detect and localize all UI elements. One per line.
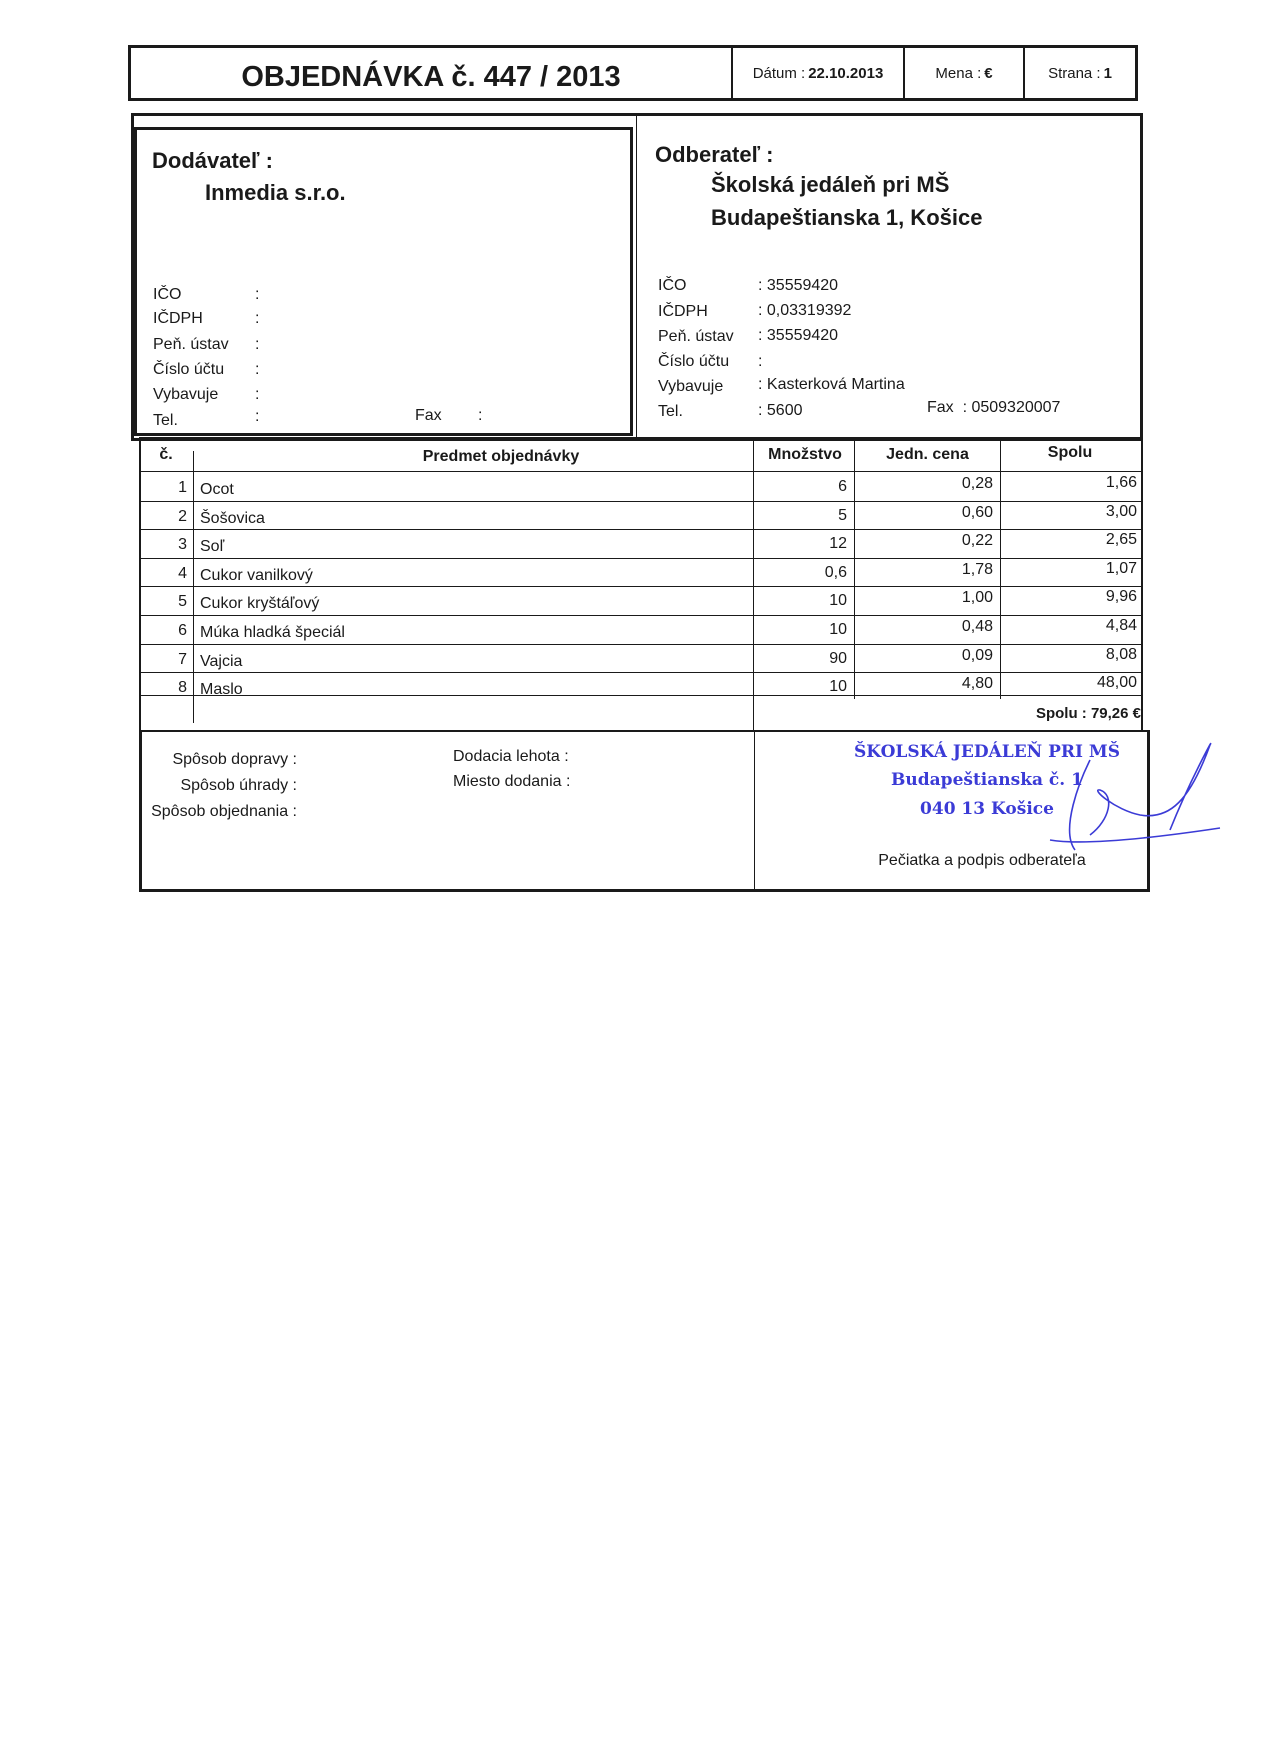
row-total: 2,65: [1105, 531, 1137, 549]
footer-section: [139, 730, 1150, 892]
row-qty: 10: [829, 678, 847, 696]
customer-contact-value: : Kasterková Martina: [758, 376, 905, 393]
row-number: 2: [178, 507, 187, 525]
customer-account-label: Číslo účtu: [658, 353, 730, 370]
row-qty: 90: [829, 649, 847, 667]
supplier-contact-label: Vybavuje: [153, 386, 219, 403]
row-divider: [141, 615, 1143, 616]
row-divider: [141, 558, 1143, 559]
customer-icdph-label: IČDPH: [658, 303, 708, 320]
row-qty: 12: [829, 535, 847, 553]
grand-total: Spolu : 79,26 €: [1035, 705, 1141, 722]
document-header: [128, 45, 1138, 101]
row-divider: [141, 644, 1143, 645]
row-number: 8: [178, 679, 187, 697]
page-label: Strana :: [1048, 64, 1101, 82]
date-value: 22.10.2013: [808, 64, 884, 82]
row-price: 1,00: [961, 589, 993, 607]
row-total: 48,00: [1096, 674, 1137, 692]
customer-fax: Fax : 0509320007: [927, 399, 1061, 416]
row-total: 3,00: [1105, 502, 1137, 520]
row-item: Šošovica: [200, 509, 265, 527]
row-number: 1: [178, 479, 187, 496]
signature-caption: Pečiatka a podpis odberateľa: [878, 852, 1086, 869]
supplier-tel-label: Tel.: [153, 412, 178, 429]
supplier-ico-label: IČO: [153, 286, 182, 303]
stamp-line-3: 040 13 Košice: [920, 799, 1054, 819]
row-number: 6: [178, 622, 187, 639]
supplier-account-label: Číslo účtu: [153, 361, 225, 378]
col-header-qty: Množstvo: [768, 446, 842, 463]
row-number: 4: [178, 564, 187, 582]
items-table: [139, 437, 1143, 732]
row-divider: [141, 501, 1143, 502]
transport-label: Spôsob dopravy :: [172, 751, 297, 768]
row-price: 1,78: [961, 560, 993, 578]
date-field: [731, 48, 903, 98]
row-total: 4,84: [1105, 617, 1137, 634]
currency-label: Mena :: [935, 64, 982, 82]
row-number: 5: [178, 593, 187, 611]
row-item: Múka hladká špeciál: [200, 624, 345, 641]
col-header-total: Spolu: [1047, 444, 1093, 461]
col-header-item: Predmet objednávky: [422, 448, 580, 465]
row-total: 8,08: [1105, 645, 1137, 663]
supplier-fax-label: Fax: [415, 407, 442, 424]
customer-ico-label: IČO: [658, 277, 687, 294]
delivery-place-label: Miesto dodania :: [453, 773, 571, 790]
customer-heading: Odberateľ :: [655, 142, 774, 167]
row-item: Soľ: [200, 538, 225, 556]
customer-tel-label: Tel.: [658, 403, 683, 420]
customer-icdph-value: : 0,03319392: [758, 302, 852, 319]
date-label: Dátum :: [752, 64, 806, 82]
row-number: 7: [178, 650, 187, 668]
supplier-heading: Dodávateľ :: [152, 148, 273, 173]
customer-tel-value: : 5600: [758, 402, 803, 419]
customer-bank-label: Peň. ústav: [658, 328, 734, 345]
row-price: 0,09: [961, 646, 993, 664]
row-price: 0,28: [961, 475, 993, 492]
row-price: 4,80: [961, 675, 993, 693]
row-divider: [141, 586, 1143, 587]
ordering-label: Spôsob objednania :: [151, 803, 297, 820]
row-item: Ocot: [200, 481, 234, 498]
currency-value: €: [984, 64, 993, 82]
row-qty: 5: [838, 506, 847, 524]
row-item: Cukor vanilkový: [200, 566, 313, 584]
col-header-unit-price: Jedn. cena: [886, 446, 969, 463]
payment-label: Spôsob úhrady :: [180, 777, 297, 794]
page-value: 1: [1103, 64, 1112, 82]
customer-ico-value: : 35559420: [758, 277, 839, 294]
row-qty: 0,6: [824, 563, 847, 581]
row-price: 0,22: [961, 532, 993, 550]
page-field: [1023, 48, 1135, 98]
customer-bank-value: : 35559420: [758, 327, 839, 344]
customer-name: Školská jedáleň pri MŠ: [711, 172, 950, 197]
row-number: 3: [178, 536, 187, 554]
delivery-time-label: Dodacia lehota :: [453, 748, 569, 765]
order-title: OBJEDNÁVKA č. 447 / 2013: [241, 61, 621, 93]
row-divider: [141, 672, 1143, 673]
supplier-name: Inmedia s.r.o.: [205, 180, 346, 205]
supplier-icdph-label: IČDPH: [153, 310, 203, 327]
customer-address: Budapeštianska 1, Košice: [711, 205, 983, 230]
stamp-line-2: Budapeštianska č. 1: [891, 770, 1083, 790]
row-qty: 10: [829, 592, 847, 610]
col-header-no: č.: [159, 446, 173, 463]
row-item: Cukor kryštáľový: [200, 595, 320, 613]
handwritten-signature: [1020, 740, 1240, 860]
row-price: 0,60: [961, 503, 993, 521]
row-price: 0,48: [961, 618, 993, 635]
row-qty: 10: [829, 621, 847, 638]
row-divider: [141, 529, 1143, 530]
supplier-bank-label: Peň. ústav: [153, 336, 229, 353]
currency-field: [903, 48, 1023, 98]
row-total: 1,07: [1105, 559, 1137, 577]
customer-contact-label: Vybavuje: [658, 378, 724, 395]
row-total: 1,66: [1105, 474, 1137, 491]
stamp-line-1: ŠKOLSKÁ JEDÁLEŇ PRI MŠ: [853, 742, 1120, 762]
signature-stroke: [1050, 744, 1220, 850]
row-item: Maslo: [200, 681, 243, 699]
customer-account-value: :: [758, 353, 763, 370]
row-total: 9,96: [1105, 588, 1137, 606]
row-item: Vajcia: [200, 652, 243, 670]
parties-divider: [636, 116, 637, 438]
row-qty: 6: [838, 478, 847, 495]
